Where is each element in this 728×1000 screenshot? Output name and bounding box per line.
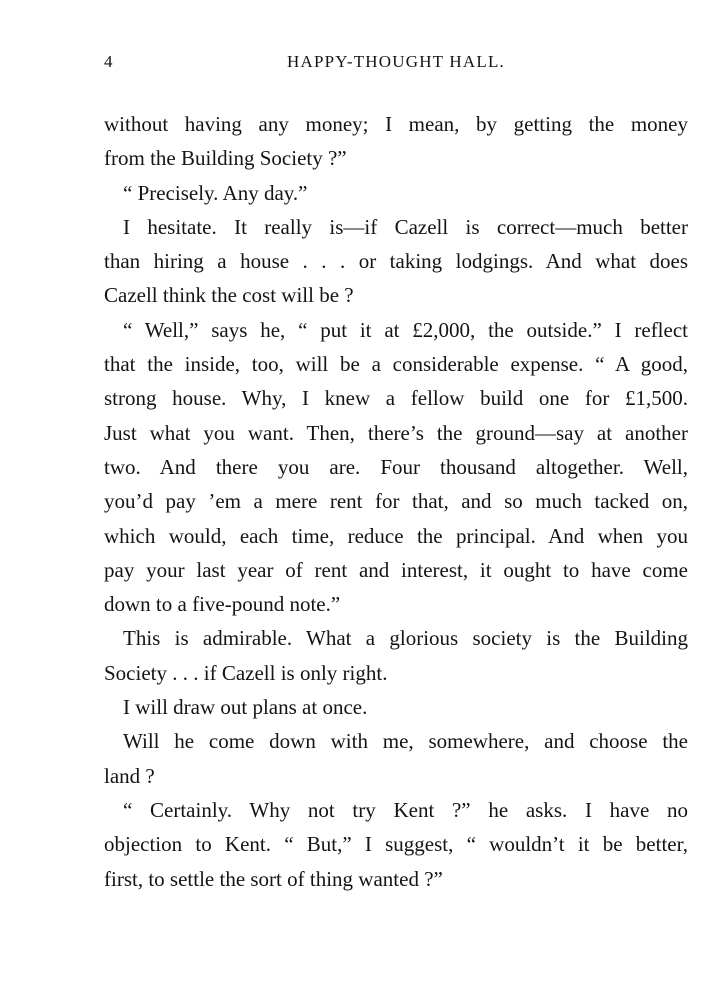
text-line: down to a five-pound note.” (104, 592, 341, 617)
running-header (104, 52, 688, 78)
text-line: Cazell think the cost will be ? (104, 283, 354, 308)
text-line: than hiring a house . . . or taking lodgings. And what does (104, 249, 688, 274)
page-number: 4 (104, 52, 114, 71)
body-text (104, 107, 688, 896)
text-line: without having any money; I mean, by getting the money (104, 112, 688, 136)
text-line: I will draw out plans at once. (123, 695, 368, 720)
text-line: strong house. Why, I knew a fellow build one for £1,500. (104, 386, 688, 411)
text-line: two. And there you are. Four thousand altogether. Well, (104, 454, 688, 479)
running-title: HAPPY-THOUGHT HALL. (287, 52, 505, 71)
text-line: pay your last year of rent and interest, it ought to have come (104, 557, 688, 582)
text-line: land ? (104, 763, 155, 788)
text-line: which would, each time, reduce the principal. And when you (104, 523, 688, 548)
text-line: Will he come down with me, somewhere, and choose the (123, 729, 688, 754)
text-line: This is admirable. What a glorious society is the Building (123, 626, 688, 651)
text-line: Society . . . if Cazell is only right. (104, 660, 388, 685)
text-line: you’d pay ’em a mere rent for that, and so much tacked on, (104, 489, 688, 514)
text-line: “ Certainly. Why not try Kent ?” he asks. I have no (123, 797, 688, 822)
text-line: first, to settle the sort of thing wanted ?” (104, 866, 443, 891)
text-line: Just what you want. Then, there’s the ground—say at another (104, 420, 688, 445)
text-line: from the Building Society ?” (104, 146, 347, 171)
text-line: I hesitate. It really is—if Cazell is correct—much better (123, 214, 688, 239)
text-line: objection to Kent. “ But,” I suggest, “ wouldn’t it be better, (104, 832, 688, 857)
text-line: that the inside, too, will be a considerable expense. “ A good, (104, 352, 688, 377)
text-line: “ Well,” says he, “ put it at £2,000, the outside.” I reflect (123, 317, 688, 342)
text-line: “ Precisely. Any day.” (123, 180, 308, 205)
